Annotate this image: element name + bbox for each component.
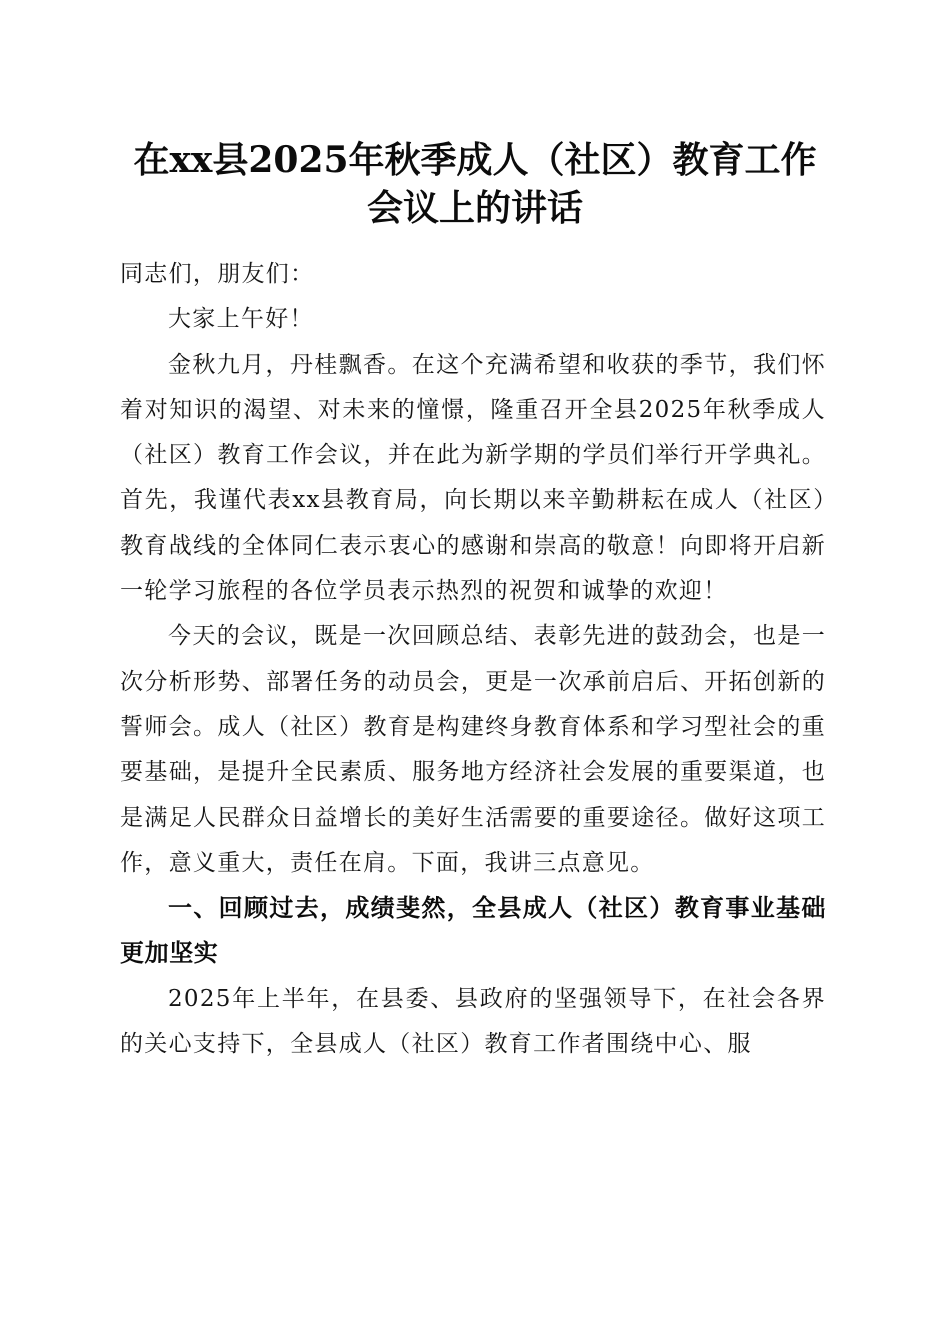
section-paragraph: 2025年上半年，在县委、县政府的坚强领导下，在社会各界的关心支持下，全县成人（社区）教育工作者围绕中心、服 — [120, 985, 826, 1058]
salutation: 同志们，朋友们： — [120, 261, 315, 287]
meeting-purpose-paragraph: 今天的会议，既是一次回顾总结、表彰先进的鼓劲会，也是一次分析形势、部署任务的动员会，更是一次承前启后、开拓创新的誓师会。成人（社区）教育是构建终身教育体系和学习型社会的重要基础，是提升全民素质、服务地方经济社会发展的重要渠道，也是满足人民群众日益增长的美好生活需要的重要途径。做好这项工作，意义重大，责任在肩。下面，我讲三点意见。 — [120, 623, 826, 876]
document-body — [120, 252, 826, 1067]
section-heading: 一、回顾过去，成绩斐然，全县成人（社区）教育事业基础更加坚实 — [120, 894, 826, 968]
greeting-paragraph: 大家上午好！ — [168, 306, 314, 333]
document-title: 在xx县2025年秋季成人（社区）教育工作会议上的讲话 — [133, 139, 817, 229]
opening-paragraph: 金秋九月，丹桂飘香。在这个充满希望和收获的季节，我们怀着对知识的渴望、对未来的憧憬，隆重召开全县2025年秋季成人（社区）教育工作会议，并在此为新学期的学员们举行开学典礼。首先，我谨代表xx县教育局，向长期以来辛勤耕耘在成人（社区）教育战线的全体同仁表示衷心的感谢和崇高的敬意！向即将开启新一轮学习旅程的各位学员表示热烈的祝贺和诚挚的欢迎！ — [120, 351, 826, 605]
